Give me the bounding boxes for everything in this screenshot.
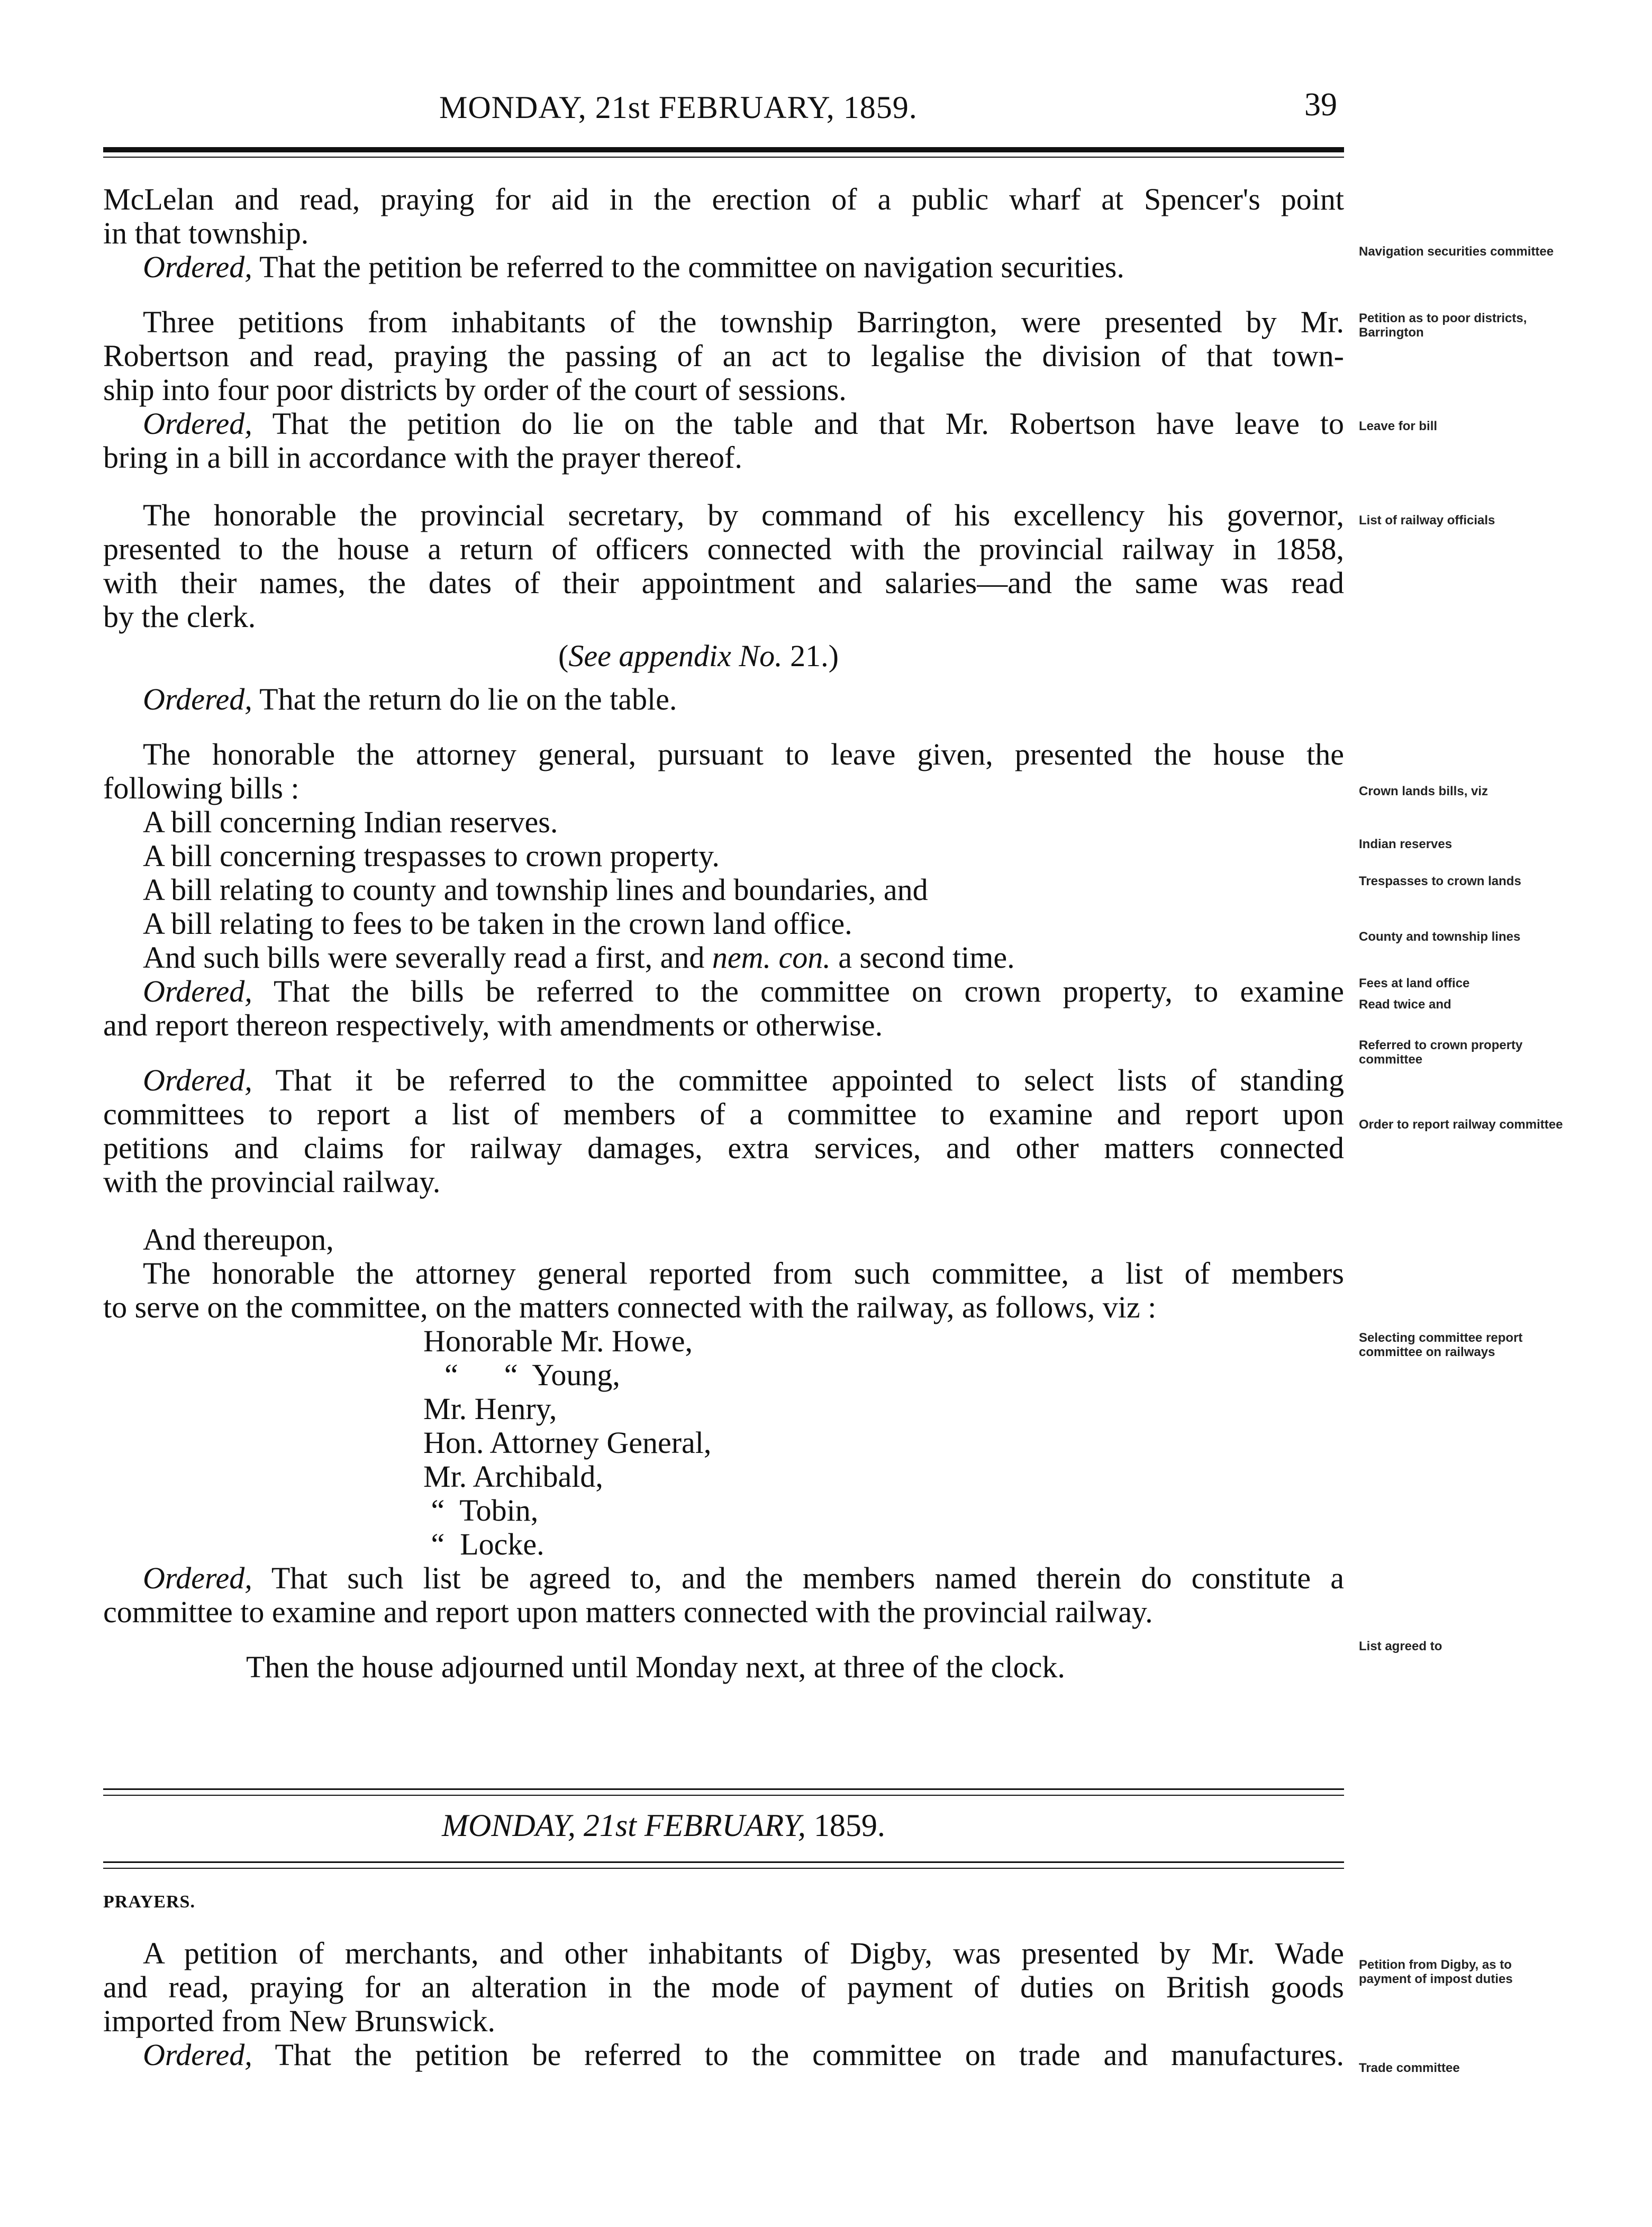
paragraph-line: A petition of merchants, and other inhabitants of Digby, was presented by Mr. Wade (143, 1936, 1344, 1970)
paragraph-line: committee to examine and report upon matters connected with the provincial railway. (103, 1595, 1153, 1629)
margin-note: List of railway officials (1359, 513, 1495, 528)
margin-note: Read twice and (1359, 997, 1451, 1012)
ordered-label: Ordered, (143, 250, 252, 284)
section-rule-thin (103, 1795, 1344, 1796)
appendix-reference: (See appendix No. 21.) (558, 639, 839, 673)
ordered-text: That such list be agreed to, and the members named therein do constitute a (271, 1561, 1345, 1595)
read-text: And such bills were severally read a first, and (143, 940, 705, 975)
paragraph-line: with their names, the dates of their appointment and salaries—and the same was read (103, 566, 1344, 600)
header-rule (103, 147, 1344, 152)
member-item: Mr. Archibald, (423, 1459, 603, 1494)
margin-note: Petition as to poor districts, Barrington (1359, 311, 1527, 340)
bill-item: A bill concerning trespasses to crown property. (143, 839, 720, 873)
section-rule-lower (103, 1861, 1344, 1863)
section-rule-lower-thin (103, 1868, 1344, 1869)
paragraph-line: bring in a bill in accordance with the prayer thereof. (103, 440, 742, 475)
ordered-line (103, 2038, 1344, 2072)
margin-note: County and township lines (1359, 930, 1521, 944)
paragraph-line: presented to the house a return of officers connected with the provincial railway in 1858, (103, 532, 1344, 566)
member-item: Honorable Mr. Howe, (423, 1324, 693, 1358)
section-title-year: 1859. (813, 1808, 885, 1843)
paragraph-line: ship into four poor districts by order of the court of sessions. (103, 372, 847, 407)
section-title-date: 21 (583, 1808, 615, 1843)
member-item: Hon. Attorney General, (423, 1425, 712, 1460)
member-item: “ Tobin, (423, 1493, 539, 1528)
read-italic: nem. con. (712, 940, 831, 975)
margin-note: Trespasses to crown lands (1359, 874, 1521, 888)
margin-note: Fees at land office (1359, 976, 1470, 990)
section-title-day: MONDAY, (442, 1808, 576, 1843)
paragraph-line: following bills : (103, 771, 299, 805)
members-list (103, 1324, 1344, 1561)
paragraph-line: The honorable the attorney general reported from such committee, a list of members (143, 1256, 1344, 1290)
section2-body (103, 1937, 1344, 2072)
margin-note: Selecting committee report committee on railways (1359, 1331, 1523, 1359)
ordered-line (103, 1063, 1344, 1097)
paragraph-line: with the provincial railway. (103, 1165, 441, 1199)
ordered-text: That the petition be referred to the committee on trade and manufactures. (275, 2038, 1345, 2072)
bill-item: A bill relating to fees to be taken in the crown land office. (143, 906, 852, 941)
ordered-label: Ordered, (143, 1561, 252, 1595)
section-title-suffix: st (615, 1808, 637, 1843)
paragraph-line: The honorable the provincial secretary, by command of his excellency his governor, (143, 498, 1344, 532)
margin-note: Order to report railway committee (1359, 1117, 1563, 1132)
ordered-text: That it be referred to the committee appointed to select lists of standing (275, 1063, 1345, 1097)
margin-note: Crown lands bills, viz (1359, 784, 1488, 798)
paragraph-line: McLelan and read, praying for aid in the erection of a public wharf at Spencer's point (103, 182, 1344, 216)
paragraph-line: imported from New Brunswick. (103, 2004, 495, 2038)
paragraph-line: in that township. (103, 216, 309, 250)
paragraph-line: to serve on the committee, on the matters connected with the railway, as follows, viz : (103, 1290, 1157, 1324)
ordered-line (103, 1561, 1344, 1595)
member-item: “ “ Young, (444, 1358, 620, 1392)
bill-item: A bill concerning Indian reserves. (143, 805, 558, 839)
paragraph-line: and report thereon respectively, with amendments or otherwise. (103, 1008, 883, 1042)
paragraph-line: and read, praying for an alteration in the mode of payment of duties on British goods (103, 1970, 1344, 2004)
member-item: “ Locke. (423, 1527, 544, 1561)
paragraph-line: And thereupon, (143, 1222, 334, 1257)
ordered-label: Ordered, (143, 1063, 252, 1097)
member-item: Mr. Henry, (423, 1392, 557, 1426)
ordered-line (103, 683, 1344, 716)
ordered-text: That the petition be referred to the committee on navigation securities. (259, 250, 1124, 284)
ordered-label: Ordered, (143, 974, 252, 1008)
margin-note: Leave for bill (1359, 419, 1438, 433)
read-line (103, 941, 1344, 975)
header-rule-thin (103, 157, 1344, 158)
margin-note: List agreed to (1359, 1639, 1442, 1653)
section-title (442, 1807, 885, 1844)
ordered-text: That the petition do lie on the table and that Mr. Robertson have leave to (272, 406, 1344, 441)
ordered-line (103, 975, 1344, 1008)
adjournment-line: Then the house adjourned until Monday next, at three of the clock. (246, 1650, 1065, 1684)
ordered-line (103, 250, 1344, 284)
ordered-label: Ordered, (143, 406, 252, 441)
read-text-end: a second time. (838, 940, 1015, 975)
margin-note: Indian reserves (1359, 837, 1453, 851)
section-rule (103, 1788, 1344, 1790)
paragraph-line: The honorable the attorney general, pursuant to leave given, presented the house the (143, 737, 1344, 771)
appendix-italic: See appendix No. (568, 639, 783, 673)
section-title-month: FEBRUARY, (644, 1808, 806, 1843)
margin-note: Navigation securities committee (1359, 244, 1554, 259)
ordered-line (103, 407, 1344, 441)
paragraph-line: petitions and claims for railway damages, extra services, and other matters connected (103, 1131, 1344, 1165)
paragraph-line: Three petitions from inhabitants of the township Barrington, were presented by Mr. (143, 305, 1344, 339)
prayers-heading: PRAYERS. (103, 1892, 195, 1912)
ordered-text: That the bills be referred to the committee on crown property, to examine (273, 974, 1345, 1008)
paragraph-line: Robertson and read, praying the passing of an act to legalise the division of that town- (103, 339, 1344, 373)
main-body (103, 183, 1344, 1684)
appendix-number: 21. (790, 639, 829, 673)
paragraph-line: committees to report a list of members of a committee to examine and report upon (103, 1097, 1344, 1131)
page-number: 39 (1304, 87, 1337, 123)
ordered-label: Ordered, (143, 2038, 252, 2072)
page-header-title: MONDAY, 21st FEBRUARY, 1859. (439, 90, 918, 125)
ordered-text: That the return do lie on the table. (259, 682, 677, 716)
paragraph-line: by the clerk. (103, 599, 256, 634)
ordered-label: Ordered, (143, 682, 252, 716)
margin-note: Trade committee (1359, 2061, 1460, 2075)
margin-note: Petition from Digby, as to payment of impost duties (1359, 1958, 1513, 1986)
bill-item: A bill relating to county and township lines and boundaries, and (143, 872, 928, 907)
margin-note: Referred to crown property committee (1359, 1038, 1523, 1067)
